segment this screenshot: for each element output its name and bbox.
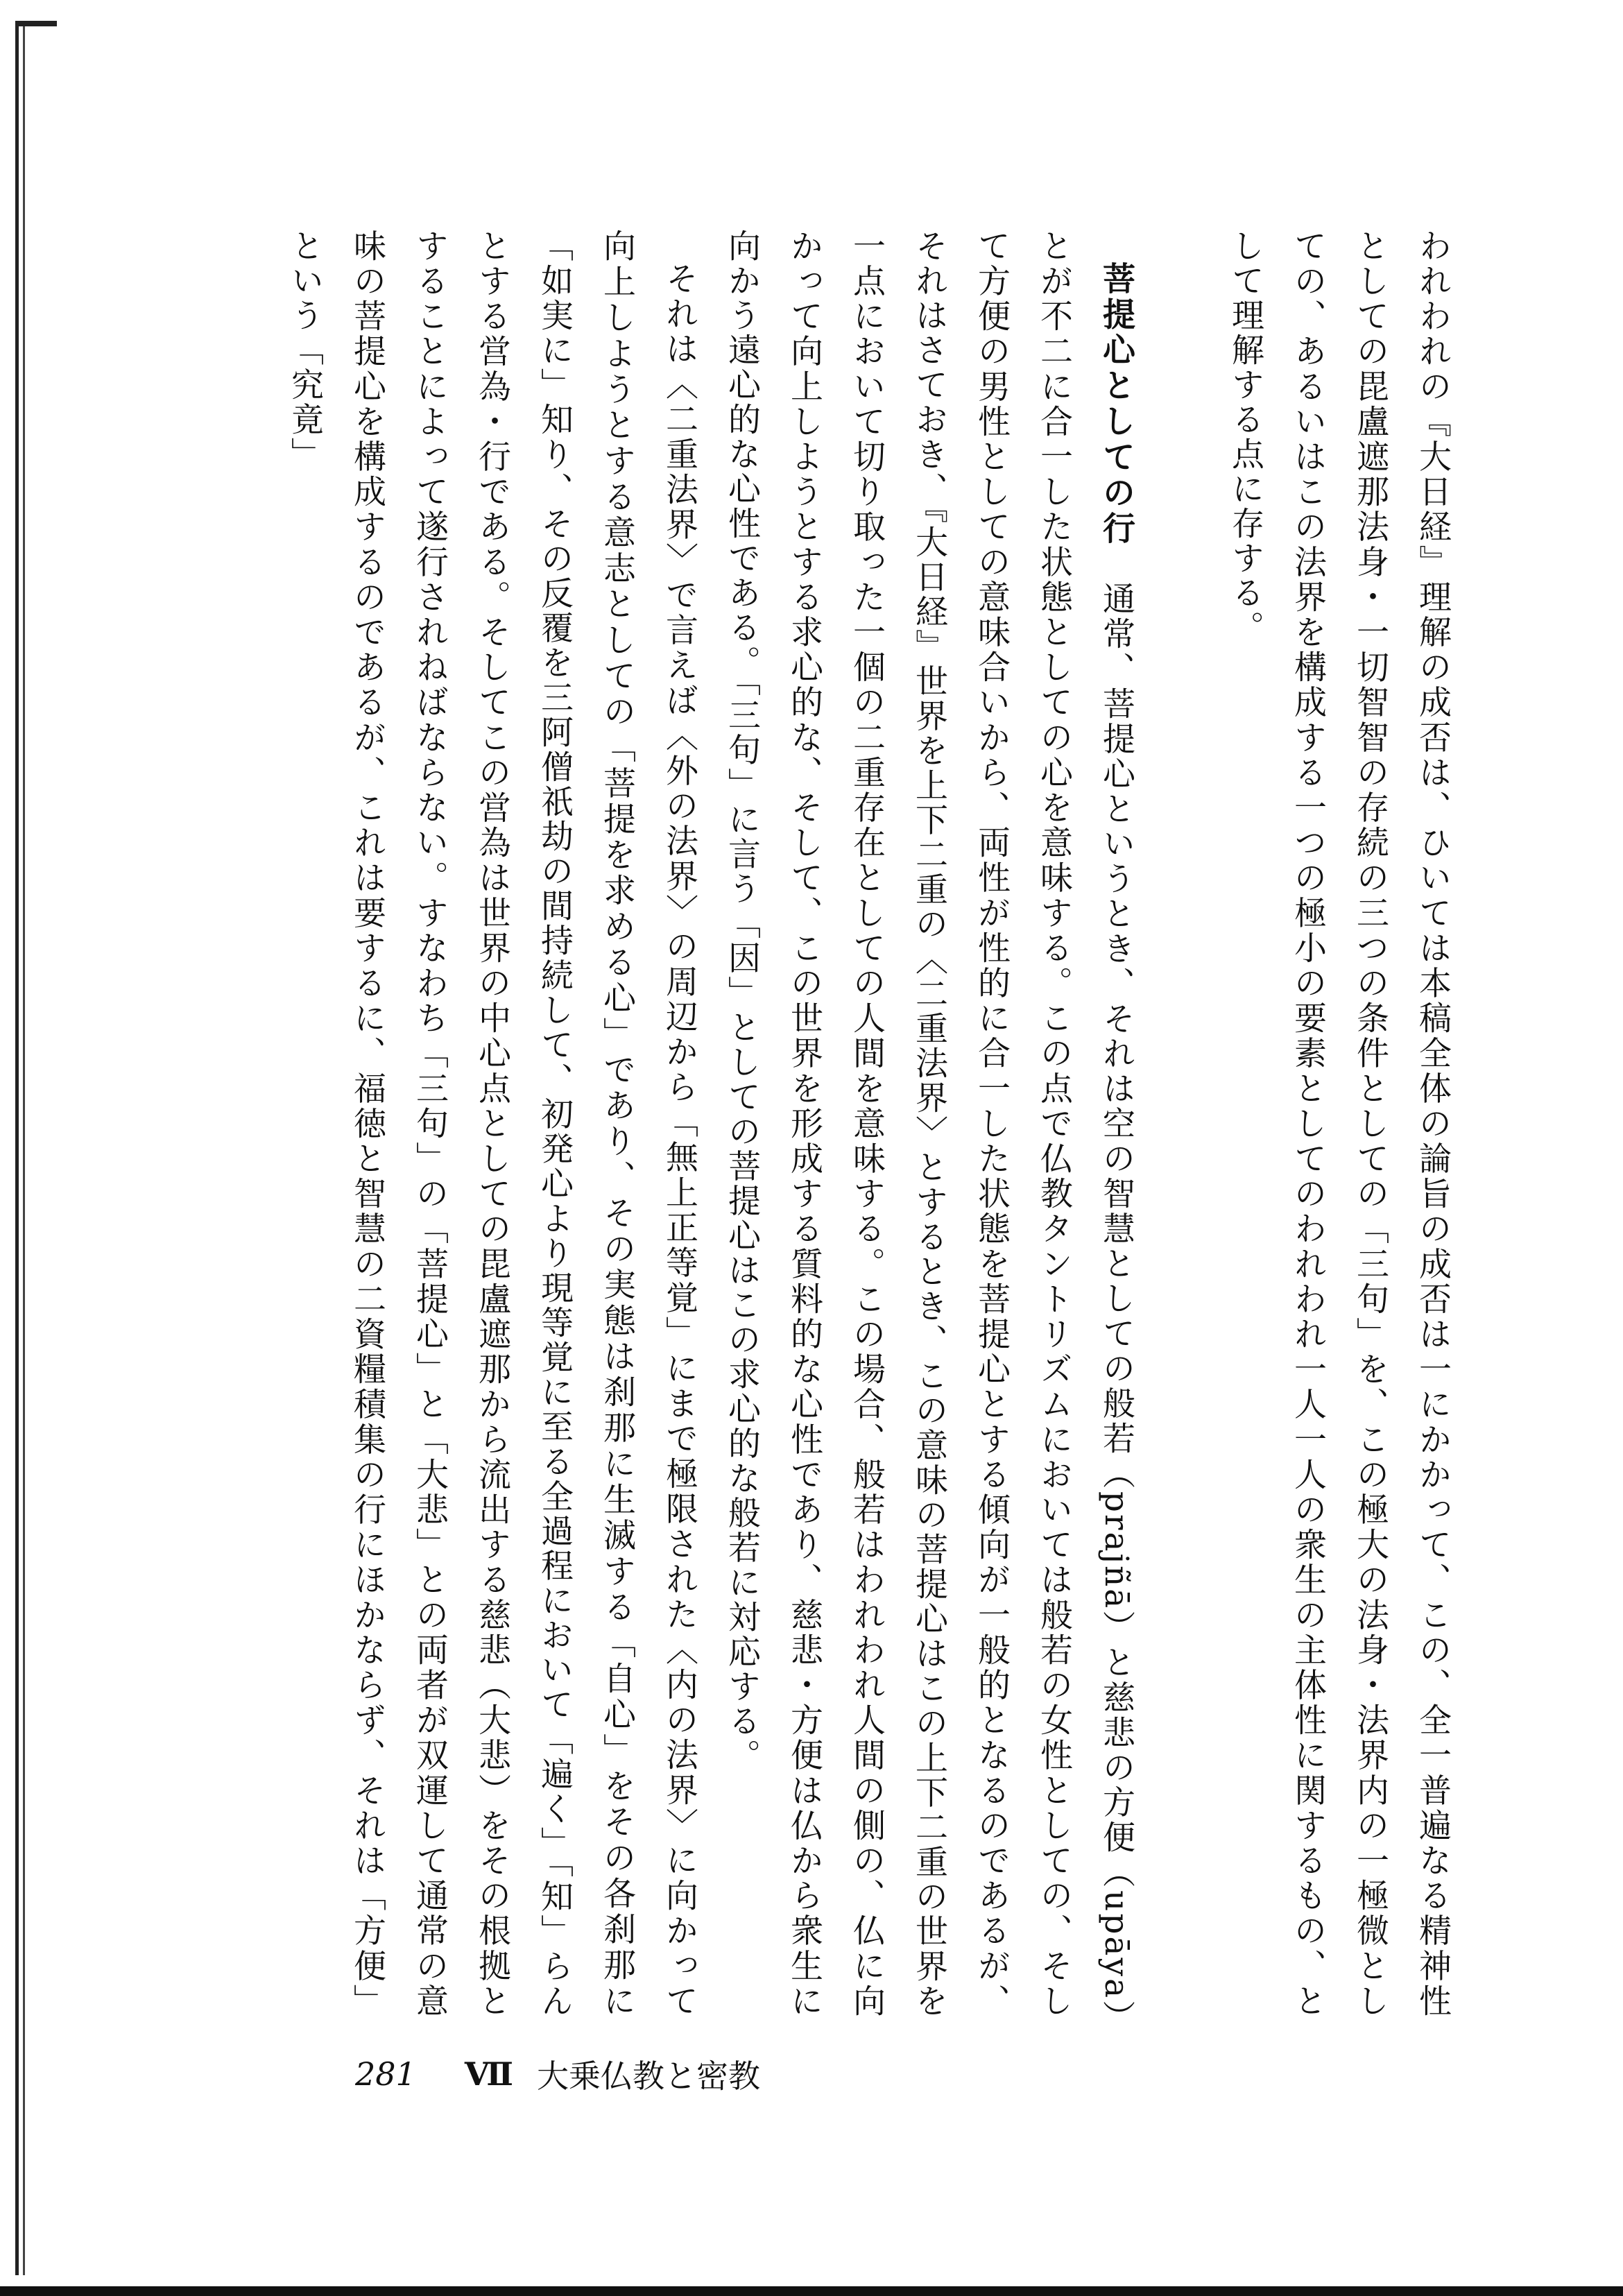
paragraph-2-text: 通常、菩提心というとき、それは空の智慧としての般若（prajñā）と慈悲の方便（upāya）とが不二に合一した状態としての心を意味する。この点で仏教タントリズムにおいては般若の女性としての、そして方便の男性としての意味合いから、両性が性的に合一した状態を菩提心とする傾向が一般的となるのであるが、それはさておき、『大日経』世界を上下二重の〈二重法界〉とするとき、この意味の菩提心はこの上下二重の世界を一点において切り取った一個の二重存在としての人間を意味する。この場合、般若はわれわれ人間の側の、仏に向かって向上しようとする求心的な、そして、この世界を形成する質料的な心性であり、慈悲・方便は仏から衆生に向かう遠心的な心性である。「三句」に言う「因」としての菩提心はこの求心的な般若に対応する。 bbox=[723, 229, 1135, 2019]
chapter-number: Ⅶ bbox=[464, 2055, 513, 2093]
paragraph-3: それは〈二重法界〉で言えば〈外の法界〉の周辺から「無上正等覚」にまで極限された〈内の法界〉に向かって向上しようとする意志としての「菩提を求める心」であり、その実態は刹那に生滅する「自心」をその各刹那に「如実に」知り、その反覆を三阿僧祇劫の間持続して、初発心より現等覚に至る全過程において「遍く」「知」らんとする営為・行である。そしてこの営為は世界の中心点としての毘盧遮那から流出する慈悲（大悲）をその根拠とすることによって遂行されねばならない。すなわち「三句」の「菩提心」と「大悲」との両者が双運して通常の意味の菩提心を構成するのであるが、これは要するに、福徳と智慧の二資糧積集の行にほかならず、それは「方便」という「究竟」 bbox=[286, 229, 698, 2019]
page-footer bbox=[355, 2050, 760, 2098]
chapter-title: 大乗仏教と密教 bbox=[536, 2057, 760, 2095]
paragraph-2 bbox=[710, 229, 1147, 2019]
scan-binding-edge bbox=[15, 21, 25, 2275]
section-heading: 菩提心としての行 bbox=[1097, 262, 1135, 547]
scan-bottom-edge bbox=[0, 2286, 1623, 2296]
page-number: 281 bbox=[355, 2055, 416, 2093]
paragraph-1: われわれの『大日経』理解の成否は、ひいては本稿全体の論旨の成否は一にかかって、この、全一普遍なる精神性としての毘盧遮那法身・一切智智の存続の三つの条件としての「三句」を、この極大の法身・法界内の一極微としての、あるいはこの法界を構成する一つの極小の要素としてのわれわれ一人一人の衆生の主体性に関するもの、として理解する点に存する。 bbox=[1226, 229, 1452, 2019]
vertical-text-body bbox=[286, 229, 1463, 2019]
scan-binding-corner bbox=[15, 21, 57, 26]
